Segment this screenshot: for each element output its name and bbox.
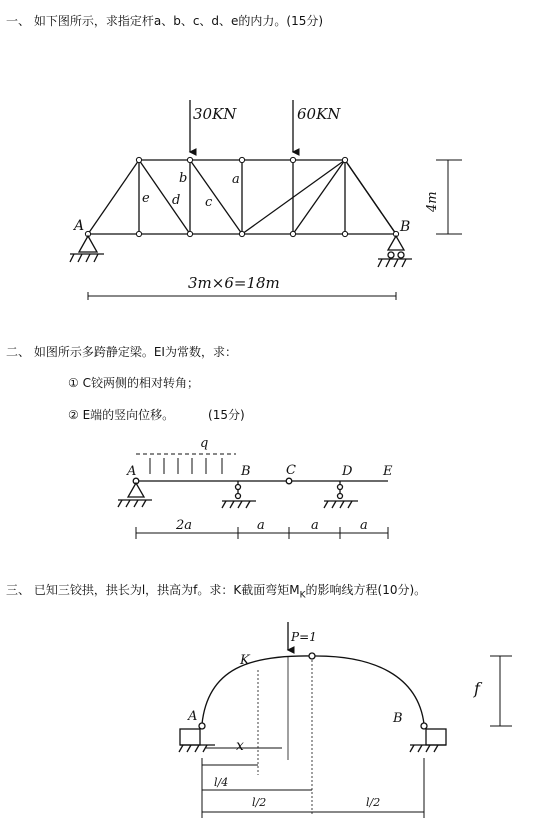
problem-3-question-tail: 的影响线方程(10分)。 (305, 583, 427, 597)
joint (187, 231, 192, 236)
var-x-label: x (236, 738, 244, 754)
item-2-mark: ② (68, 408, 79, 422)
problem-1-question: 如下图所示，求指定杆a、b、c、d、e的内力。(15分) (33, 14, 324, 28)
point-e-label: E (383, 464, 393, 479)
diagonal-right-2 (293, 160, 345, 234)
dim-a2-label: a (311, 518, 319, 533)
joint (136, 157, 141, 162)
truss-figure (70, 100, 462, 300)
member-label-a: a (232, 172, 240, 187)
right-roller-support (378, 236, 412, 267)
load-label-30kn: 30KN (193, 105, 237, 123)
support-label-a: A (74, 218, 85, 234)
left-support (179, 729, 215, 752)
problem-2-number: 二、 (6, 345, 31, 359)
problem-2-question: 如图所示多跨静定梁。EI为常数，求： (33, 345, 237, 359)
point-b-label: B (241, 464, 251, 479)
member-label-d: d (172, 193, 181, 208)
support-label-b: B (400, 219, 411, 235)
dim-a1-label: a (257, 518, 265, 533)
dim-l2-left-label: l/2 (252, 796, 267, 809)
hinge-a (199, 723, 205, 729)
span-label: 3m×6=18m (188, 274, 280, 292)
item-2-text: E端的竖向位移。 (82, 408, 175, 422)
problem-3-subscript: K (299, 590, 306, 601)
dim-l2-right-label: l/2 (366, 796, 381, 809)
dim-l4-label: l/4 (214, 776, 229, 789)
point-a-label: A (188, 709, 198, 724)
rise-dimension (490, 656, 512, 726)
joint (342, 231, 347, 236)
member-label-c: c (205, 195, 213, 210)
dim-a3-label: a (360, 518, 368, 533)
left-pin-support (70, 236, 104, 262)
unit-load-label: P=1 (291, 630, 317, 644)
load-label-60kn: 60KN (297, 105, 341, 123)
joint (187, 157, 192, 162)
joint (342, 157, 347, 162)
support-b (222, 481, 256, 508)
height-label: 4m (425, 191, 440, 212)
point-k-label: K (240, 653, 250, 668)
crown-hinge (309, 653, 315, 659)
beam-labels (126, 436, 393, 533)
support-d (324, 481, 358, 508)
span-dimension (88, 292, 396, 300)
joint (239, 157, 244, 162)
arch-figure (179, 622, 512, 818)
point-d-label: D (342, 464, 353, 479)
support-a (118, 483, 152, 507)
item-1-mark: ① (68, 376, 79, 390)
dim-2a-label: 2a (176, 518, 193, 533)
member-label-e: e (142, 191, 150, 206)
rise-f-label: f (474, 679, 480, 698)
joint (136, 231, 141, 236)
joint (290, 157, 295, 162)
udl-arrows (150, 458, 222, 474)
joint (290, 231, 295, 236)
truss-labels (72, 105, 440, 292)
item-2-score: (15分) (208, 408, 245, 422)
hinge-c (286, 478, 292, 484)
left-end-diagonal (88, 160, 139, 234)
span-dims (202, 748, 424, 818)
hinge-b (421, 723, 427, 729)
point-b-label: B (393, 711, 403, 726)
point-c-label: C (286, 463, 296, 478)
arch-curve (202, 656, 424, 724)
problem-3-question: 已知三铰拱，拱长为l，拱高为f。求：K截面弯矩M (33, 583, 300, 597)
member-label-b: b (179, 171, 188, 186)
load-q-label: q (200, 436, 209, 451)
problem-3-number: 三、 (6, 583, 31, 597)
item-1-text: C铰两侧的相对转角； (82, 376, 199, 390)
point-a-label: A (127, 464, 137, 479)
right-support (410, 729, 446, 752)
diagonal-right-3 (345, 160, 396, 234)
problem-1-number: 一、 (6, 14, 31, 28)
joint (239, 231, 244, 236)
